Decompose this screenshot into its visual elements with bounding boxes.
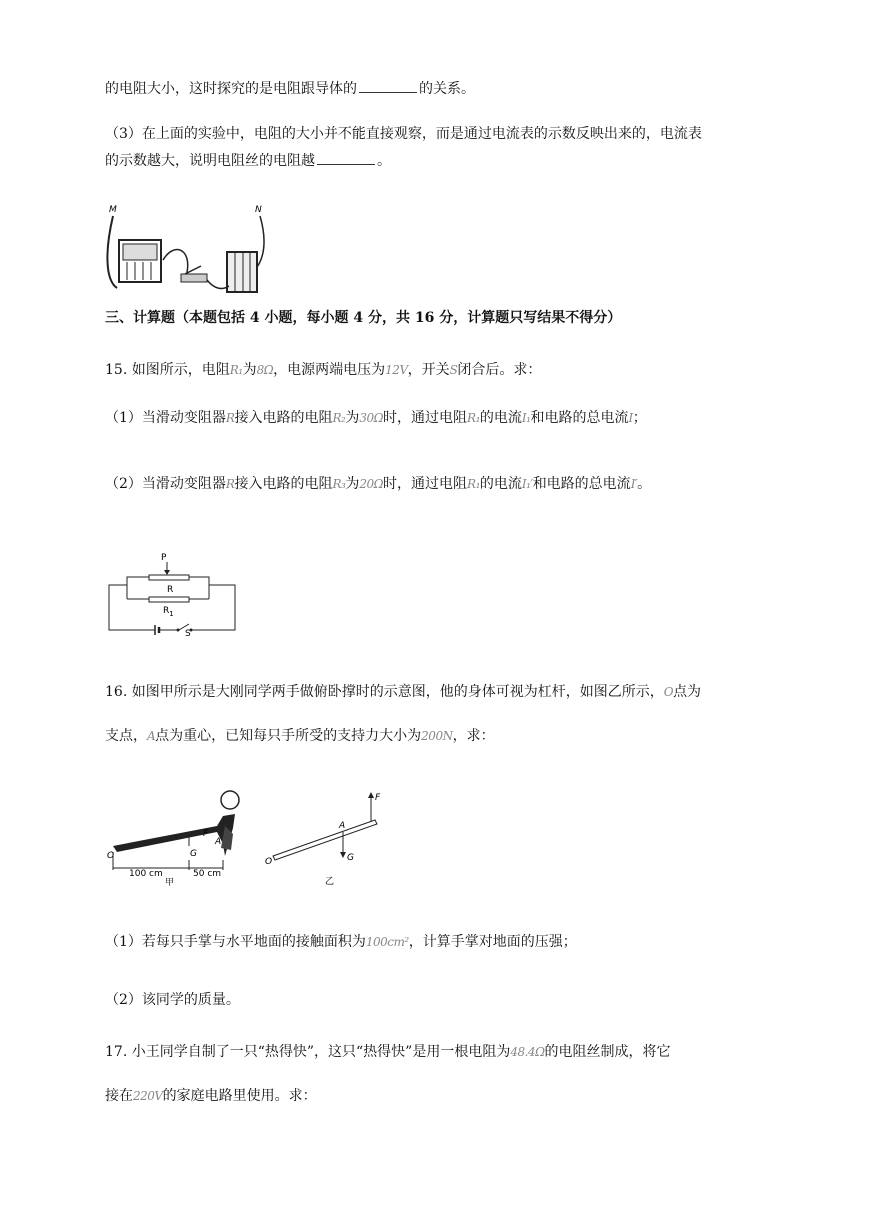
value-100cm2: 100cm²: [365, 935, 409, 949]
answer-blank[interactable]: [359, 78, 417, 93]
value-12v: 12V: [385, 363, 408, 377]
text: 。: [637, 476, 652, 492]
text: 接在: [105, 1088, 133, 1104]
symbol-r3: R₃: [332, 477, 346, 491]
text: 接入电路的电阻: [234, 476, 333, 492]
question-16-cont: [105, 726, 495, 746]
label-r: R: [167, 585, 174, 595]
text: ；: [632, 410, 647, 426]
symbol-r1: R₁: [467, 411, 480, 425]
text: 接入电路的电阻: [234, 410, 333, 426]
text: 16. 如图甲所示是大刚同学两手做俯卧撑时的示意图，他的身体可视为杠杆，如图乙所示，: [105, 684, 664, 700]
text: 。: [377, 153, 391, 169]
text: 为: [242, 362, 257, 378]
question-15-part-1: [105, 408, 647, 428]
text: 的关系。: [419, 81, 475, 97]
text: 闭合后。求：: [457, 362, 542, 378]
question-16-part-2: [105, 990, 240, 1010]
label-p: P: [161, 553, 167, 563]
label-g: G: [190, 849, 197, 859]
text: 和电路的总电流: [530, 410, 629, 426]
text: 时，通过电阻: [383, 410, 468, 426]
value-220v: 220V: [133, 1089, 163, 1103]
question-16: [105, 682, 701, 702]
symbol-i1-prime: I₁′: [521, 477, 533, 491]
question-17: [105, 1042, 671, 1062]
dimension-50cm: 50 cm: [193, 869, 222, 879]
label-r1: $R_1$: [163, 606, 174, 618]
label-f2: F: [375, 793, 381, 803]
question-part-3: [105, 124, 702, 144]
section-heading: [105, 308, 621, 328]
answer-blank[interactable]: [317, 150, 375, 165]
value-20-ohm: 20Ω: [359, 477, 384, 491]
symbol-i: I: [628, 411, 633, 425]
value-48-4-ohm: 48.4Ω: [510, 1045, 545, 1059]
pushup-figures: [105, 786, 395, 886]
text: 15. 如图所示，电阻: [105, 362, 230, 378]
text: 为: [345, 476, 360, 492]
text: 的电阻大小，这时探究的是电阻跟导体的: [105, 81, 357, 97]
text: 的家庭电路里使用。求：: [162, 1088, 317, 1104]
text: （1）若每只手掌与水平地面的接触面积为: [105, 934, 366, 950]
symbol-r: R: [225, 477, 235, 491]
value-30-ohm: 30Ω: [359, 411, 384, 425]
text: 的电流: [479, 410, 522, 426]
text: （2）当滑动变阻器: [105, 476, 226, 492]
text: 支点，: [105, 728, 147, 744]
text: 为: [345, 410, 360, 426]
experiment-apparatus-figure: [105, 200, 275, 300]
symbol-r1: R₁: [229, 363, 243, 377]
symbol-o: O: [663, 685, 674, 699]
label-n: N: [255, 205, 262, 215]
question-16-part-1: [105, 932, 577, 952]
symbol-s: S: [449, 363, 458, 377]
symbol-a: A: [147, 729, 156, 743]
caption-jia: 甲: [165, 878, 175, 886]
text: 点为: [673, 684, 702, 700]
text: 17. 小王同学自制了一只“热得快”，这只“热得快”是用一根电阻为: [105, 1044, 511, 1060]
text: 的示数越大，说明电阻丝的电阻越: [105, 153, 315, 169]
text: 的电阻丝制成，将它: [544, 1044, 671, 1060]
question-17-cont: [105, 1086, 317, 1106]
value-200n: 200N: [421, 729, 453, 743]
text: ，求：: [452, 728, 495, 744]
text: 点为重心，已知每只手所受的支持力大小为: [155, 728, 422, 744]
label-a2: A: [339, 821, 346, 831]
text: 时，通过电阻: [383, 476, 468, 492]
text-line: [105, 150, 391, 171]
text: （1）当滑动变阻器: [105, 410, 226, 426]
label-f: F: [203, 829, 209, 839]
symbol-r1: R₁: [467, 477, 480, 491]
caption-yi: 乙: [325, 877, 335, 886]
label-s: S: [185, 629, 191, 636]
text-line: [105, 78, 475, 99]
text: （2）该同学的质量。: [105, 992, 240, 1008]
label-o: O: [107, 851, 115, 861]
label-a: A: [215, 837, 222, 847]
text: ，电源两端电压为: [273, 362, 386, 378]
label-g2: G: [347, 853, 354, 863]
symbol-r2: R₂: [332, 411, 346, 425]
text: 和电路的总电流: [532, 476, 631, 492]
label-o2: O: [265, 857, 273, 867]
section-title: 三、计算题（本题包括 4 小题，每小题 4 分，共 16 分，计算题只写结果不得分）: [105, 310, 622, 326]
symbol-r: R: [225, 411, 235, 425]
text: （3）在上面的实验中，电阻的大小并不能直接观察，而是通过电流表的示数反映出来的，电流表: [105, 126, 702, 142]
text: ，开关: [407, 362, 450, 378]
symbol-i-prime: I′: [630, 477, 638, 491]
text: ，计算手掌对地面的压强；: [408, 934, 577, 950]
question-15: [105, 360, 541, 380]
value-8-ohm: 8Ω: [256, 363, 274, 377]
label-m: M: [109, 205, 117, 215]
text: 的电流: [479, 476, 522, 492]
circuit-diagram: [105, 548, 240, 636]
dimension-100cm: 100 cm: [129, 869, 163, 879]
question-15-part-2: [105, 474, 651, 494]
symbol-i1: I₁: [521, 411, 531, 425]
